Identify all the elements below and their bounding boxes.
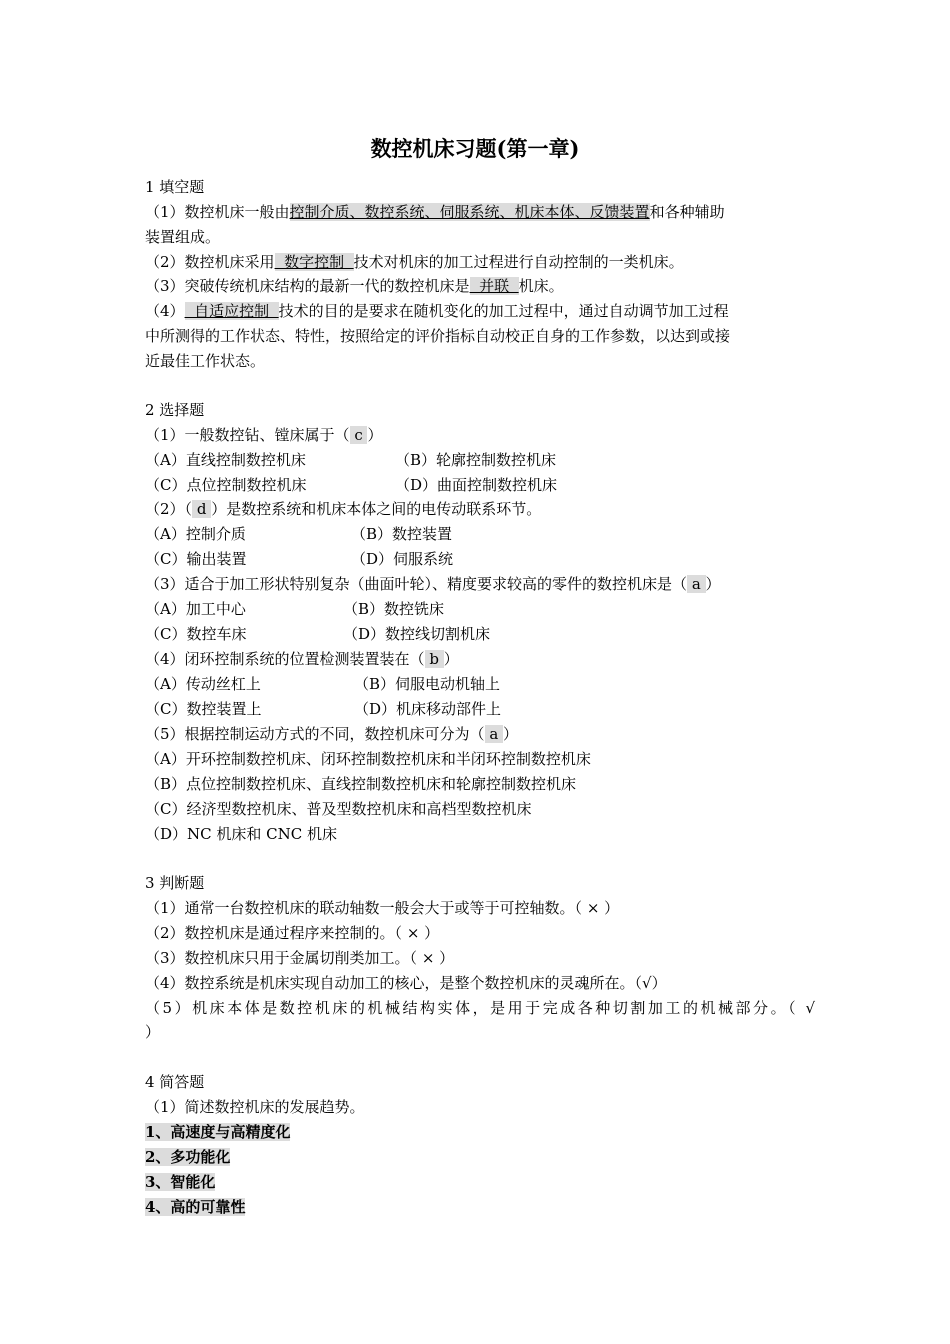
s1-q4-line1 — [145, 299, 815, 324]
s2-q3-options-row1 — [145, 597, 815, 622]
s3-q1: （1）通常一台数控机床的联动轴数一般会大于或等于可控轴数。（ × ） — [145, 899, 620, 917]
s3-q2: （2）数控机床是通过程序来控制的。（ × ） — [145, 924, 440, 942]
s2-q1-post: ） — [367, 426, 383, 444]
s2-q2-options-row1 — [145, 522, 815, 547]
s2-q1-option-b: （B）轮廓控制数控机床 — [395, 451, 557, 469]
s2-q2-option-a: （A）控制介质 — [145, 525, 246, 543]
s2-q5-pre: （5）根据控制运动方式的不同，数控机床可分为（ — [145, 725, 485, 743]
s4-q1: （1）简述数控机床的发展趋势。 — [145, 1098, 365, 1116]
s1-q2-answer: 数字控制 — [274, 253, 354, 271]
s2-q2-post: ）是数控系统和机床本体之间的电传动联系环节。 — [211, 500, 542, 518]
section-3-heading: 3 判断题 — [145, 874, 205, 892]
s1-q4-line3: 近最佳工作状态。 — [145, 352, 266, 370]
s4-answer-4-text: 4、高的可靠性 — [145, 1198, 246, 1216]
section-1-heading: 1 填空题 — [145, 178, 205, 196]
s4-answer-4 — [145, 1195, 815, 1220]
section-4-heading: 4 简答题 — [145, 1073, 205, 1091]
s2-q5-answer: a — [484, 725, 504, 743]
s2-q1-answer: c — [349, 426, 368, 444]
s2-q4-options-row1 — [145, 672, 815, 697]
s2-q1-options-row1 — [145, 448, 815, 473]
s2-q4-post: ） — [443, 650, 459, 668]
s2-q2-option-b: （B）数控装置 — [351, 525, 453, 543]
s2-q4 — [145, 647, 815, 672]
s2-q4-option-b: （B）伺服电动机轴上 — [354, 675, 501, 693]
s2-q5-post: ） — [503, 725, 519, 743]
s2-q4-option-d: （D）机床移动部件上 — [354, 700, 502, 718]
s2-q1-option-c: （C）点位控制数控机床 — [145, 476, 307, 494]
s2-q2-option-d: （D）伺服系统 — [351, 550, 454, 568]
s2-q4-options-row2 — [145, 697, 815, 722]
s2-q5-option-a: （A）开环控制数控机床、闭环控制数控机床和半闭环控制数控机床 — [145, 750, 591, 768]
s1-q3 — [145, 274, 815, 299]
s1-q1-pre: （1）数控机床一般由 — [145, 203, 290, 221]
s3-q5: （5）机床本体是数控机床的机械结构实体，是用于完成各种切割加工的机械部分。（ √ — [145, 999, 815, 1017]
s2-q3-answer: a — [687, 575, 706, 593]
s1-q4-answer: 自适应控制 — [184, 302, 279, 320]
s4-answer-2 — [145, 1145, 815, 1170]
s2-q2-option-c: （C）输出装置 — [145, 550, 247, 568]
s1-q1-answer: 控制介质、数控系统、伺服系统、机床本体、反馈装置 — [289, 203, 650, 221]
s4-answer-1 — [145, 1120, 815, 1145]
s3-q5-close: ） — [145, 1023, 161, 1041]
s3-q3: （3）数控机床只用于金属切削类加工。（ × ） — [145, 949, 455, 967]
s2-q1-option-a: （A）直线控制数控机床 — [145, 451, 306, 469]
s2-q3-option-a: （A）加工中心 — [145, 600, 246, 618]
s1-q4-line2: 中所测得的工作状态、特性，按照给定的评价指标自动校正自身的工作参数，以达到或接 — [145, 327, 731, 345]
s2-q2-answer: d — [192, 500, 212, 518]
s2-q5-option-d: （D）NC 机床和 CNC 机床 — [145, 825, 338, 843]
s1-q4-post: 技术的目的是要求在随机变化的加工过程中，通过自动调节加工过程 — [278, 302, 729, 320]
s1-q4-pre: （4） — [145, 302, 185, 320]
s2-q5-option-b: （B）点位控制数控机床、直线控制数控机床和轮廓控制数控机床 — [145, 775, 577, 793]
s2-q1-option-d: （D）曲面控制数控机床 — [395, 476, 558, 494]
section-2-heading: 2 选择题 — [145, 401, 205, 419]
s1-q1-line2: 装置组成。 — [145, 228, 221, 246]
s2-q4-answer: b — [424, 650, 444, 668]
s1-q2-pre: （2）数控机床采用 — [145, 253, 275, 271]
s2-q3-options-row2 — [145, 622, 815, 647]
s2-q2-pre: （2）（ — [145, 500, 193, 518]
s2-q2 — [145, 497, 815, 522]
s2-q3-post: ） — [705, 575, 721, 593]
s4-answer-3-text: 3、智能化 — [145, 1173, 216, 1191]
s2-q3-option-b: （B）数控铣床 — [343, 600, 445, 618]
s2-q3-option-c: （C）数控车床 — [145, 625, 247, 643]
s2-q4-pre: （4）闭环控制系统的位置检测装置装在（ — [145, 650, 425, 668]
s4-answer-1-text: 1、高速度与高精度化 — [145, 1123, 291, 1141]
page-title: 数控机床习题(第一章) — [370, 136, 580, 161]
s2-q1 — [145, 423, 815, 448]
s1-q3-pre: （3）突破传统机床结构的最新一代的数控机床是 — [145, 277, 470, 295]
s1-q1-post: 和各种辅助 — [649, 203, 725, 221]
s2-q2-options-row2 — [145, 547, 815, 572]
s1-q2 — [145, 250, 815, 275]
s2-q4-option-a: （A）传动丝杠上 — [145, 675, 261, 693]
s4-answer-2-text: 2、多功能化 — [145, 1148, 231, 1166]
s2-q3-option-d: （D）数控线切割机床 — [343, 625, 491, 643]
s2-q4-option-c: （C）数控装置上 — [145, 700, 262, 718]
s3-q4: （4）数控系统是机床实现自动加工的核心，是整个数控机床的灵魂所在。（√） — [145, 974, 667, 992]
s2-q5-option-c: （C）经济型数控机床、普及型数控机床和高档型数控机床 — [145, 800, 532, 818]
s1-q3-answer: 并联 — [469, 277, 519, 295]
s1-q1-line1 — [145, 200, 815, 225]
s2-q5 — [145, 722, 815, 747]
s2-q3 — [145, 572, 815, 597]
s2-q3-pre: （3）适合于加工形状特别复杂（曲面叶轮）、精度要求较高的零件的数控机床是（ — [145, 575, 688, 593]
s2-q1-options-row2 — [145, 473, 815, 498]
s1-q2-post: 技术对机床的加工过程进行自动控制的一类机床。 — [353, 253, 684, 271]
s2-q1-pre: （1）一般数控钻、镗床属于（ — [145, 426, 350, 444]
s4-answer-3 — [145, 1170, 815, 1195]
s1-q3-post: 机床。 — [518, 277, 564, 295]
